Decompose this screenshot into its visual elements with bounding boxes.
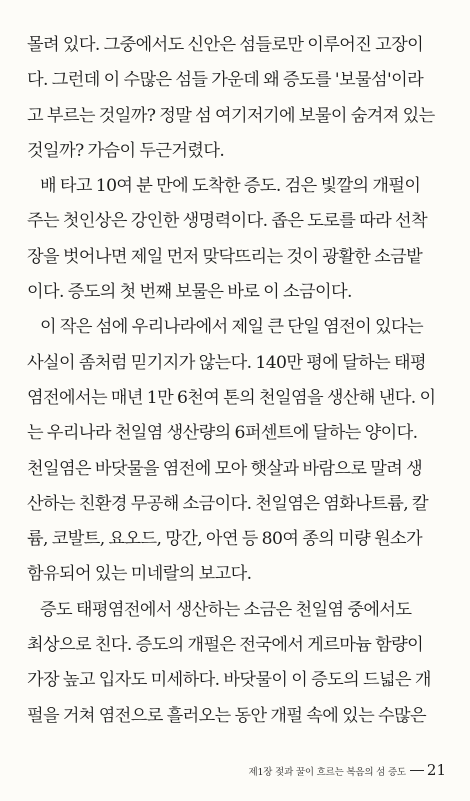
text-line: 몰려 있다. 그중에서도 신안은 섬들로만 이루어진 고장이	[27, 35, 424, 55]
paragraph-first-line: 배 타고 10여 분 만에 도착한 증도. 검은 빛깔의 개펄이	[40, 176, 421, 197]
text-line: 주는 첫인상은 강인한 생명력이다. 좁은 도로를 따라 선착	[27, 211, 427, 232]
running-footer	[0, 760, 446, 780]
text-line: 펄을 거쳐 염전으로 흘러오는 동안 개펄 속에 있는 수많은	[27, 705, 426, 726]
text-line: 함유되어 있는 미네랄의 보고다.	[27, 564, 252, 585]
text-line: 다. 그런데 이 수많은 섬들 가운데 왜 증도를 '보물섬'이라	[27, 70, 424, 91]
text-line: 염전에서는 매년 1만 6천여 톤의 천일염을 생산해 낸다. 이	[27, 387, 436, 408]
chapter-title: 제1장 젖과 꿀이 흐르는 복음의 섬 증도	[248, 767, 406, 778]
text-line: 것일까? 가슴이 두근거렸다.	[27, 140, 225, 161]
paragraph-first-line: 증도 태평염전에서 생산하는 소금은 천일염 중에서도	[40, 599, 412, 620]
text-line: 산하는 친환경 무공해 소금이다. 천일염은 염화나트륨, 칼	[27, 493, 428, 514]
text-line: 는 우리나라 천일염 생산량의 6퍼센트에 달하는 양이다.	[27, 423, 418, 444]
paragraph-first-line: 이 작은 섬에 우리나라에서 제일 큰 단일 염전이 있다는	[40, 317, 423, 338]
body-text	[27, 28, 441, 734]
text-line: 가장 높고 입자도 미세하다. 바닷물이 이 증도의 드넓은 개	[27, 670, 431, 691]
text-line: 고 부르는 것일까? 정말 섬 여기저기에 보물이 숨겨져 있는	[27, 105, 435, 126]
text-line: 장을 벗어나면 제일 먼저 맞닥뜨리는 것이 광활한 소금밭	[27, 246, 423, 267]
text-line: 이다. 증도의 첫 번째 보물은 바로 이 소금이다.	[27, 282, 352, 303]
footer-divider	[410, 770, 424, 771]
text-line: 최상으로 친다. 증도의 개펄은 전국에서 게르마늄 함량이	[27, 635, 424, 656]
text-line: 천일염은 바닷물을 염전에 모아 햇살과 바람으로 말려 생	[27, 458, 423, 479]
page-number: 21	[426, 761, 446, 779]
text-line: 사실이 좀처럼 믿기지가 않는다. 140만 평에 달하는 태평	[27, 352, 426, 373]
text-line: 륨, 코발트, 요오드, 망간, 아연 등 80여 종의 미량 원소가	[27, 529, 422, 550]
